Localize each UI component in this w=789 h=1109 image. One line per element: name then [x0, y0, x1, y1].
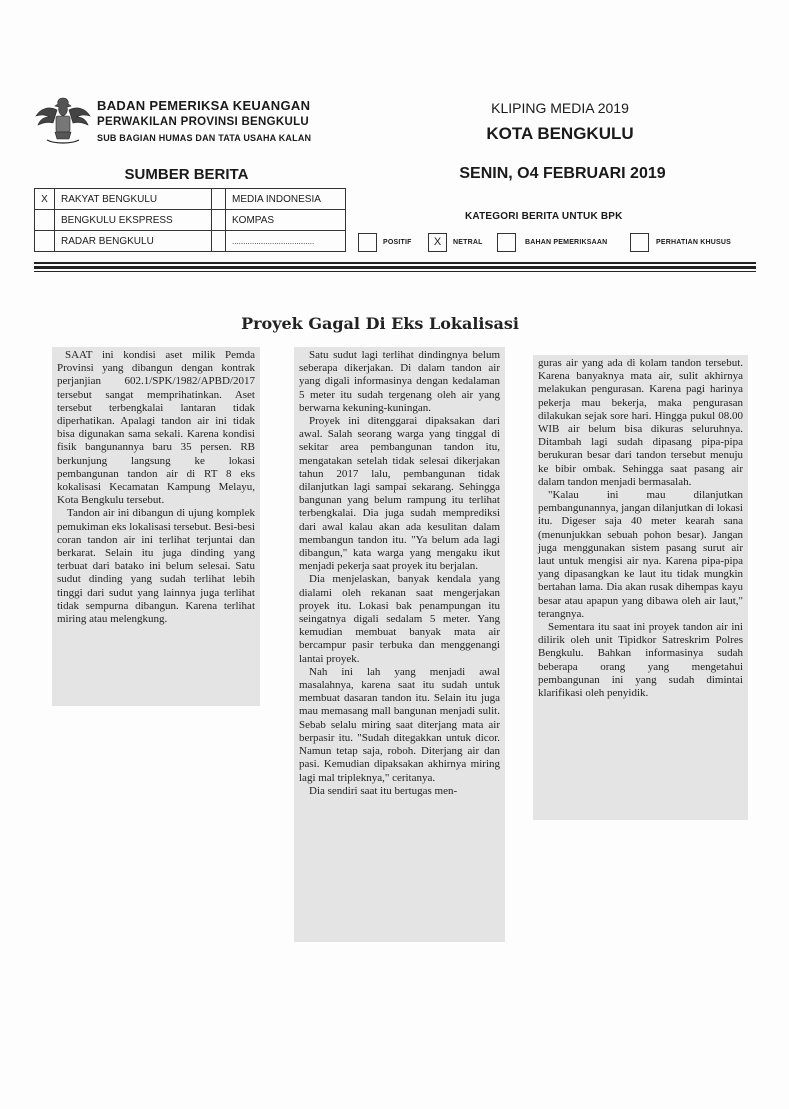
source-mark [212, 210, 226, 231]
org-branch: PERWAKILAN PROVINSI BENGKULU [97, 116, 310, 128]
kategori-netral-checkbox: X [428, 233, 447, 252]
header-divider [34, 266, 756, 269]
article-paragraph: "Kalau ini mau dilanjutkan pembangunannya, jangan dilanjutkan di lokasi itu. Digeser saja 40 meter kearah sana (menunjukkan sebuah pohon besar). Jangan juga menggunakan sistem pasang surut air laut untuk mengisi air nya. Karena pipa-pipa yang dipasangkan ke laut itu tidak mungkin bertahan lama. Dia akan rusak dihempas kayu besar atau apapun yang dibawa oleh air laut," terangnya. [538, 489, 743, 620]
article-column-3 [533, 355, 748, 820]
org-name: BADAN PEMERIKSA KEUANGAN [97, 98, 311, 113]
kategori-positif-label: POSITIF [383, 239, 412, 246]
source-name: RAKYAT BENGKULU [55, 189, 212, 210]
source-name: MEDIA INDONESIA [226, 189, 346, 210]
header-divider [34, 262, 756, 264]
article-paragraph: Tandon air ini dibangun di ujung komplek pemukiman eks lokalisasi tersebut. Besi-besi coran tandon air ini terlihat terjuntai dan berkarat. Selain itu juga dinding yang terbuat dari batako ini belum selesai. Satu sudut dinding yang sudah terlihat lebih tinggi dari sudut yang lainnya juga terlihat tidak sempurna dibangun. Karena terlihat miring atau melengkung. [57, 507, 255, 626]
source-mark [212, 189, 226, 210]
source-name: RADAR BENGKULU [55, 231, 212, 252]
article-column-2 [294, 347, 505, 942]
source-row [35, 189, 346, 210]
source-name: KOMPAS [226, 210, 346, 231]
source-name: ..................................... [226, 231, 346, 252]
article-paragraph: guras air yang ada di kolam tandon tersebut. Karena banyaknya mata air, sulit akhirnya melakukan pengurasan. Karena pagi harinya pekerja mau bekerja, maka pengurasan dilakukan sejak sore hari. Hingga pukul 08.00 WIB air belum bisa dikuras seluruhnya. Ditambah lagi sudah dipasang pipa-pipa berukuran besar dari tandon tersebut menuju ke bibir ombak. Sehingga saat pasang air dalam tandon menjadi bermasalah. [538, 357, 743, 488]
article-column-1 [52, 347, 260, 706]
kategori-positif-checkbox [358, 233, 377, 252]
kategori-bahan-checkbox [497, 233, 516, 252]
article-paragraph: Dia menjelaskan, banyak kendala yang dialami oleh rekanan saat mengerjakan proyek itu. Lokasi bak penampungan itu seingatnya digali sedalam 5 meter. Yang kemudian membuat banyak mata air bercampur pasir terbuka dan menggenangi lantai proyek. [299, 573, 500, 665]
header-divider [34, 271, 756, 272]
kliping-title: KLIPING MEDIA 2019 [491, 100, 629, 116]
source-mark: X [35, 189, 55, 210]
kategori-perhatian-label: PERHATIAN KHUSUS [656, 239, 732, 246]
source-table [34, 188, 346, 252]
source-mark [35, 231, 55, 252]
article-paragraph: SAAT ini kondisi aset milik Pemda Provinsi yang dibangun dengan kontrak perjanjian 602.1/SPK/1982/APBD/2017 tersebut sangat memprihatinkan. Aset tersebut terbengkalai lantaran tidak diperhatikan. Apalagi tandon air ini tidak bisa digunakan sama sekali. Karena kondisi fisik bangunannya baru 35 persen. RB berkunjung langsung ke lokasi pembangunan tandon air di RT 8 eks kokalisasi Kecamatan Kampung Melayu, Kota Bengkulu tersebut. [57, 349, 255, 507]
source-mark [35, 210, 55, 231]
article-paragraph: Sementara itu saat ini proyek tandon air ini dilirik oleh unit Tipidkor Satreskrim Polres Bengkulu. Bahkan informasinya sudah beberapa orang yang mengetahui pembangunan ini yang sudah dimintai klarifikasi oleh penyidik. [538, 621, 743, 700]
article-paragraph: Dia sendiri saat itu bertugas men- [309, 784, 458, 797]
source-mark [212, 231, 226, 252]
kategori-bahan-label: BAHAN PEMERIKSAAN [525, 239, 608, 246]
kategori-title: KATEGORI BERITA UNTUK BPK [465, 211, 623, 222]
article-paragraph: Proyek ini ditenggarai dipaksakan dari awal. Salah seorang warga yang tinggal di sekitar area pembangunan tandon itu, mengatakan setelah tidak selesai dikerjakan tahun 2017 lalu, pembangunan tidak dilanjutkan lagi sampai sekarang. Sehingga bangunan yang belum rampung itu terlihat terbengkalai. Dia juga sudah memprediksi dari awal kalau akan ada kesulitan dalam membangun tandon itu. "Ya belum ada lagi dibangun," kata warga yang mengaku ikut menjadi pekerja saat proyek itu berjalan. [299, 415, 500, 573]
article-paragraph: Nah ini lah yang menjadi awal masalahnya, karena saat itu sudah untuk membuat dasaran tandon itu. Selain itu juga mau memasang mall bangunan menjadi sulit. Sebab selalu miring saat diterjang mata air berpasir itu. "Sudah ditegakkan untuk dicor. Namun tetap saja, roboh. Diterjang air dan pasi. Kemudian dipaksakan akhirnya miring lagi mal tripleknya," ceritanya. [299, 665, 500, 784]
kategori-netral-label: NETRAL [453, 239, 483, 246]
article-paragraph: Satu sudut lagi terlihat dindingnya belum seberapa dikerjakan. Di dalam tandon air yang digali informasinya dengan kedalaman 5 meter itu sudah tergenang oleh air yang berwarna kekuning-kuningan. [299, 349, 500, 414]
source-row [35, 231, 346, 252]
garuda-logo-icon [33, 92, 93, 148]
kategori-perhatian-checkbox [630, 233, 649, 252]
article-headline: Proyek Gagal Di Eks Lokalisasi [241, 314, 519, 333]
source-row [35, 210, 346, 231]
org-subdivision: SUB BAGIAN HUMAS DAN TATA USAHA KALAN [97, 133, 312, 143]
sumber-berita-title: SUMBER BERITA [124, 166, 249, 183]
kota-title: KOTA BENGKULU [486, 124, 634, 143]
source-name: BENGKULU EKSPRESS [55, 210, 212, 231]
clipping-date: SENIN, O4 FEBRUARI 2019 [459, 165, 666, 182]
